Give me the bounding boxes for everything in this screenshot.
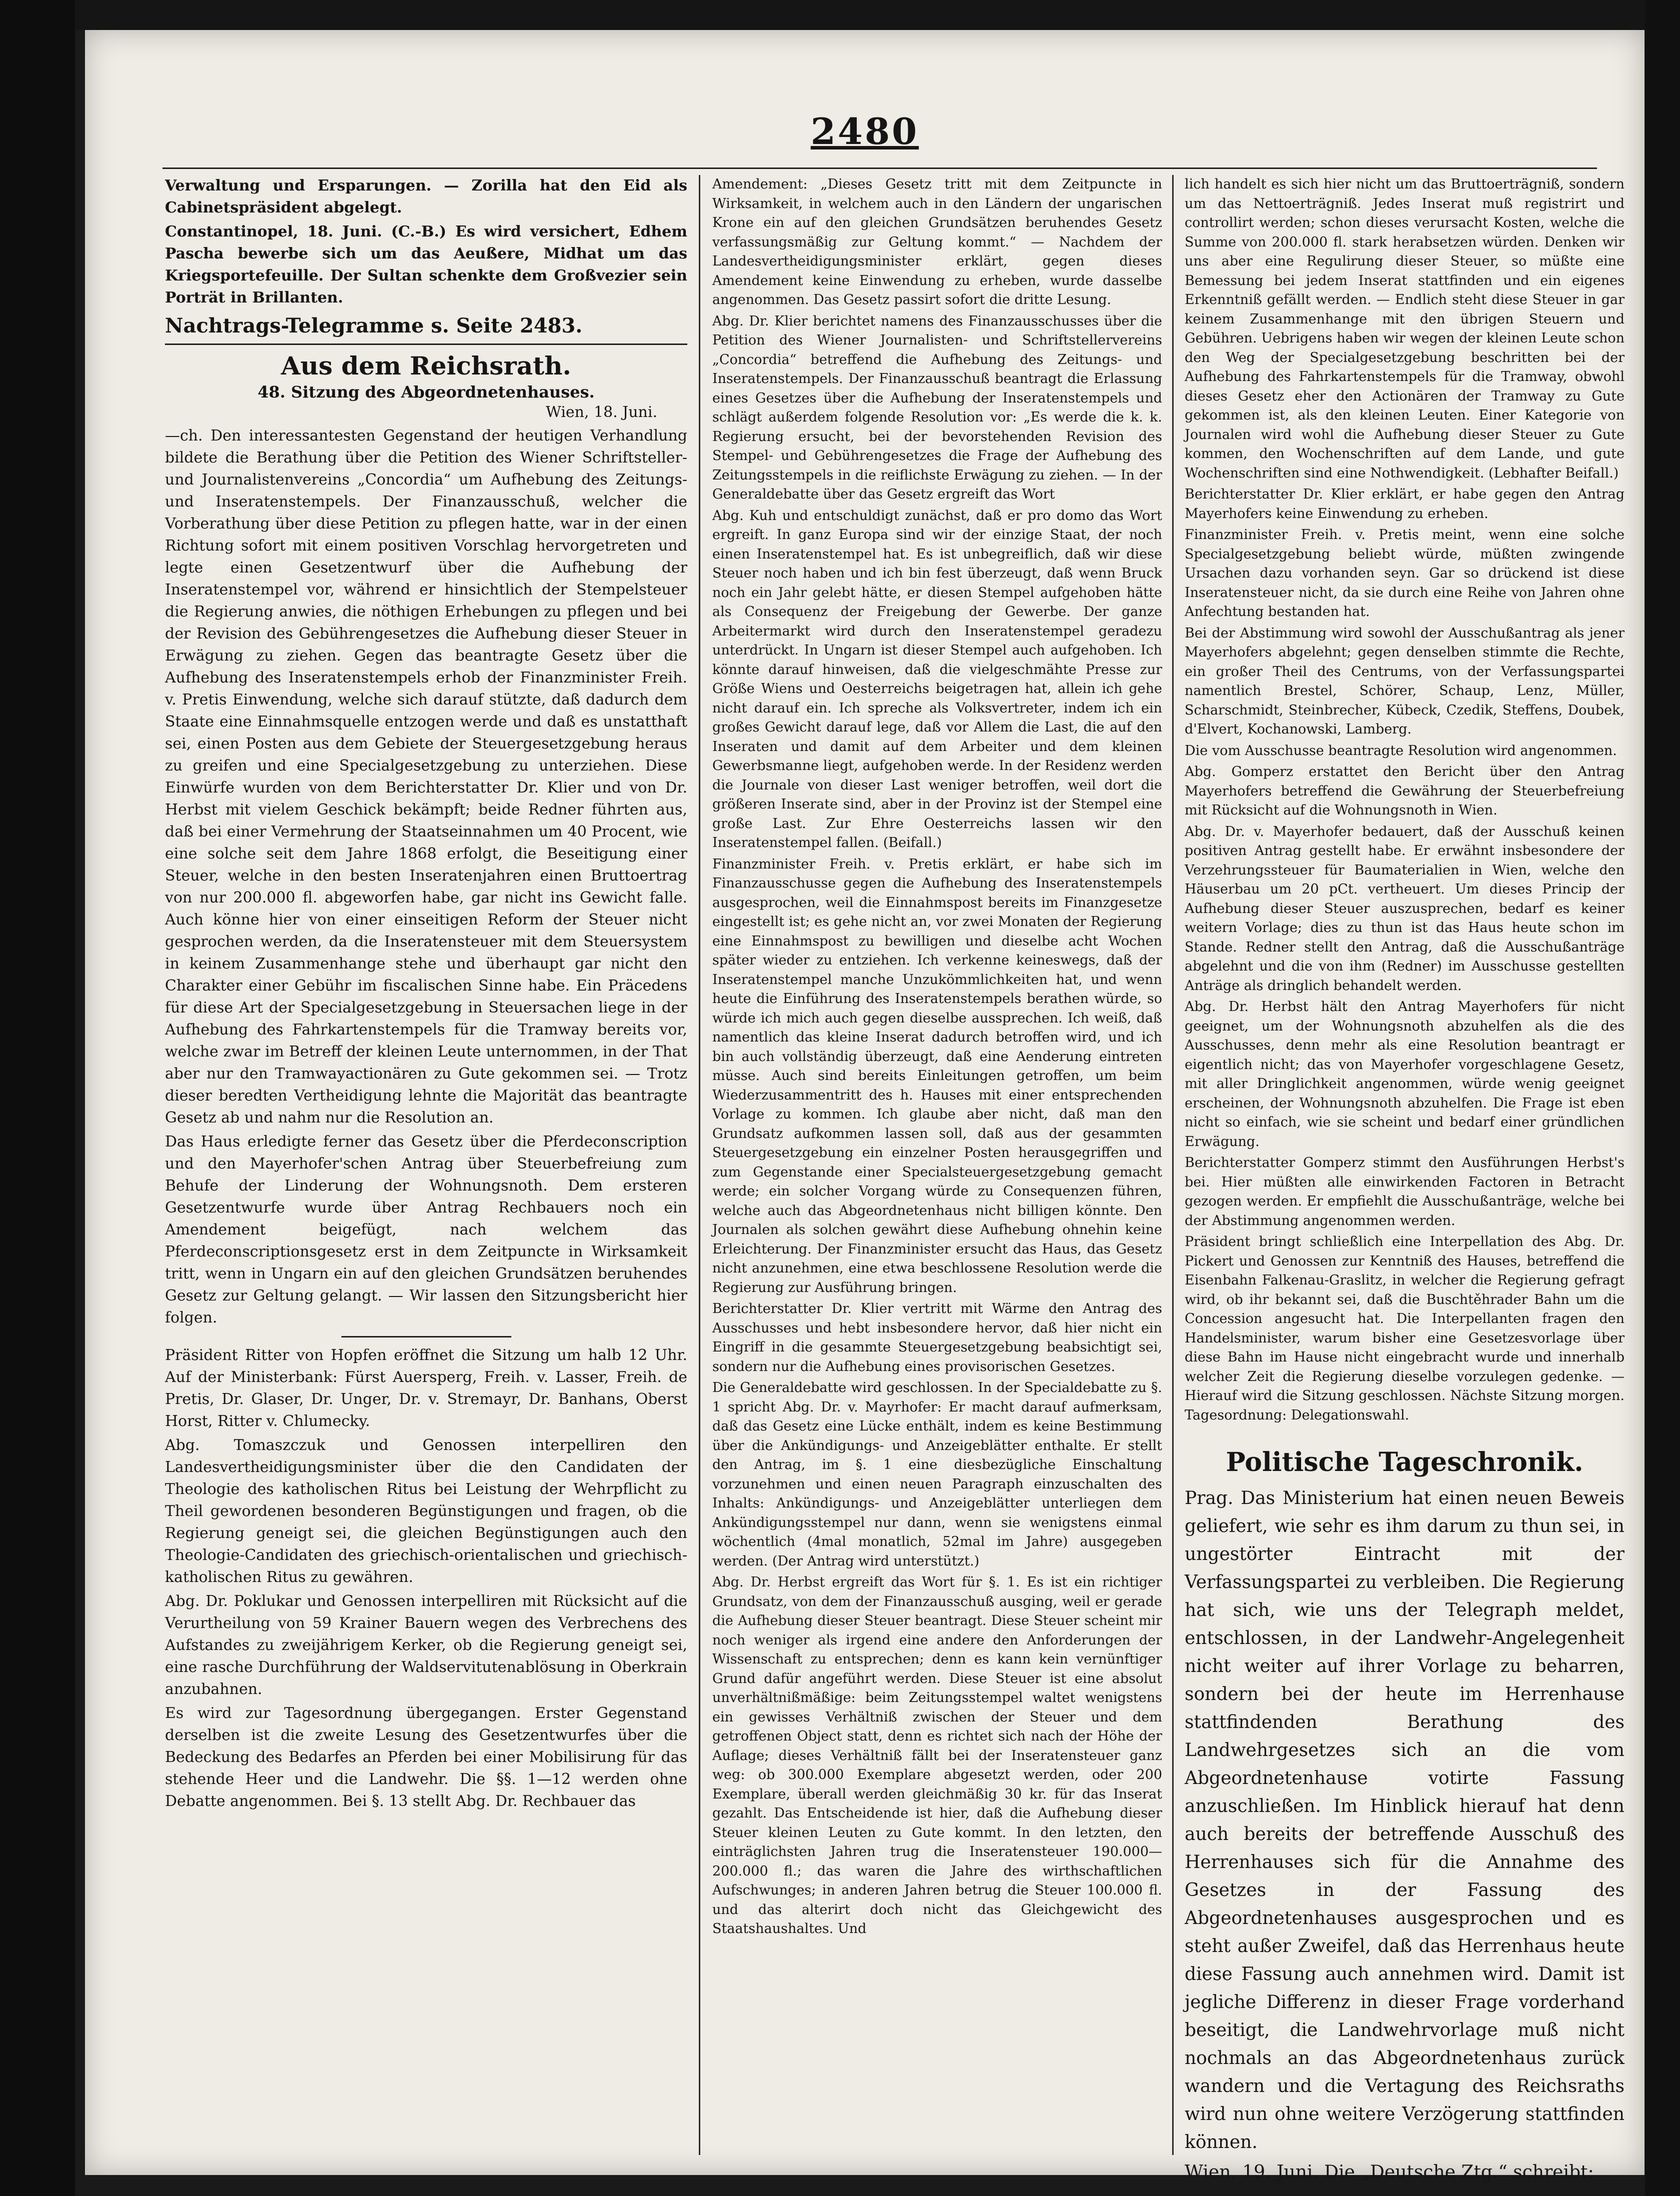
article-paragraph: Abg. Dr. Herbst hält den Antrag Mayerhofers für nicht geeignet, um der Wohnungsnoth abzuhelfen als die des Ausschusses, denn mehr als eine Resolution beantragt er eigentlich nicht; das von Mayerhofer vorgeschlagene Gesetz, mit aller Dringlichkeit angenommen, würde wenig geeignet erscheinen, der Wohnungsnoth abzuhelfen. Die Frage ist eben nicht so einfach, wie sie scheint und bedarf einer gründlichen Erwägung. — [1185, 999, 1625, 1150]
article-paragraph: Bei der Abstimmung wird sowohl der Ausschußantrag als jener Mayerhofers abgelehnt; gegen denselben stimmte die Rechte, ein großer Theil des Centrums, von der Verfassungspartei namentlich Brestel, Schörer, Schaup, Lenz, Müller, Scharschmidt, Steinbrecher, Kübeck, Czedik, Steffens, Doubek, d'Elvert, Kochanowski, Lamberg. — [1185, 625, 1625, 737]
column-divider-2 — [1172, 175, 1174, 2155]
sitting-title: 48. Sitzung des Abgeordnetenhauses. — [257, 382, 595, 402]
chronicle-paragraph: Wien, 19. Juni. Die „Deutsche Ztg.“ schreibt: — [1185, 2162, 1594, 2182]
article-paragraph: Abg. Gomperz erstattet den Bericht über den Antrag Mayerhofers betreffend die Gewährung der Steuerbefreiung mit Rücksicht auf die Wohnungsnoth in Wien. — [1185, 764, 1625, 818]
article-paragraph: Berichterstatter Dr. Klier erklärt, er habe gegen den Antrag Mayerhofers keine Einwendung zu erheben. — [1185, 486, 1625, 522]
lead-paragraph: Verwaltung und Ersparungen. — Zorilla hat den Eid als Cabinetspräsident abgelegt. — [165, 177, 687, 216]
dateline: Wien, 18. Juni. — [545, 404, 657, 421]
article-paragraph: Abg. Dr. v. Mayerhofer bedauert, daß der Ausschuß keinen positiven Antrag gestellt habe. Er erwähnt insbesondere der Verzehrungssteuer für Baumaterialien in Wien, welche den Häuserbau um 20 pCt. vertheuert. Um dieses Princip der Aufhebung dieser Steuer auszusprechen, bedarf es keiner weitern Vorlage; dies zu thun ist das Haus heute schon im Stande. Redner stellt den Antrag, daß die Ausschußanträge abgelehnt und die von ihm (Redner) im Ausschusse gestellten Anträge als dringlich behandelt werden. — [1185, 824, 1625, 994]
column-3 — [1185, 175, 1625, 2182]
section-title: Aus dem Reichsrath. — [281, 351, 571, 380]
article-paragraph: Das Haus erledigte ferner das Gesetz über die Pferdeconscription und den Mayerhofer'schen Antrag über Steuerbefreiung zum Behufe der Linderung der Wohnungsnoth. Dem ersteren Gesetzentwurfe wurde über Antrag Rechbauers noch ein Amendement beigefügt, nach welchem das Pferdeconscriptionsgesetz erst in dem Zeitpuncte in Wirksamkeit tritt, wenn in Ungarn ein auf den gleichen Grundsätzen beruhendes Gesetz zur Geltung gelangt. — Wir lassen den Sitzungsbericht hier folgen. — [165, 1133, 687, 1326]
article-paragraph: Abg. Dr. Herbst ergreift das Wort für §. 1. Es ist ein richtiger Grundsatz, von dem der Finanzausschuß ausging, weil er gerade die Aufhebung dieser Steuer beantragt. Diese Steuer scheint mir noch weniger als irgend eine andere den Anforderungen der Wissenschaft zu entsprechen; denn es kann kein vernünftiger Grund dafür angeführt werden. Diese Steuer ist eine absolut unverhältnißmäßige: beim Zeitungsstempel waltet wenigstens ein gewisses Verhältniß zwischen der Steuer und dem getroffenen Object statt, denn es richtet sich nach der Höhe der Auflage; dieses Verhältniß fällt bei der Inseratensteuer ganz weg: ob 300.000 Exemplare abgesetzt werden, oder 200 Exemplare, überall werden gleichmäßig 30 kr. für das Inserat gezahlt. Das Entscheidende ist hier, daß die Aufhebung dieser Steuer kleinen Leuten zu Gute kommt. In den letzten, den einträglichsten Jahren trug die Inseratensteuer 190.000—200.000 fl.; das waren die Jahre des wirthschaftlichen Aufschwunges; in anderen Jahren betrug die Steuer 100.000 fl. und das alterirt doch nicht das Gleichgewicht des Staatshaushaltes. Und — [712, 1574, 1162, 1936]
section-rule — [165, 344, 687, 345]
article-paragraph: Abg. Dr. Klier berichtet namens des Finanzausschusses über die Petition des Wiener Journalisten- und Schriftstellervereins „Concordia“ betreffend die Aufhebung des Zeitungs- und Inseratenstempels. Der Finanzausschuß beantragt die Erlassung eines Gesetzes über die Aufhebung der Inseratenstempels und schlägt außerdem folgende Resolution vor: „Es werde die k. k. Regierung ersucht, bei der bevorstehenden Revision des Stempel- und Gebührengesetzes die Frage der Aufhebung des Zeitungsstempels in die reiflichste Erwägung zu ziehen. — In der Generaldebatte über das Gesetz ergreift das Wort — [712, 313, 1162, 502]
scan-border-left — [0, 0, 75, 2196]
column-2 — [712, 175, 1162, 2165]
short-rule — [341, 1336, 511, 1338]
article-paragraph: Finanzminister Freih. v. Pretis meint, wenn eine solche Specialgesetzgebung beliebt würde, müßten zwingende Ursachen dazu vorhanden seyn. Gar so drückend ist diese Inseratensteuer nicht, da sie durch eine Reihe von Jahren ohne Anfechtung bestanden hat. — [1185, 527, 1625, 620]
article-paragraph: Präsident Ritter von Hopfen eröffnet die Sitzung um halb 12 Uhr. Auf der Ministerbank: Fürst Auersperg, Freih. v. Lasser, Freih. de Pretis, Dr. Glaser, Dr. Unger, Dr. v. Stremayr, Dr. Banhans, Oberst Horst, Ritter v. Chlumecky. — [165, 1346, 687, 1430]
column-1 — [165, 175, 687, 2165]
chronicle-title: Politische Tageschronik. — [1226, 1447, 1584, 1478]
article-paragraph: Präsident bringt schließlich eine Interpellation des Abg. Dr. Pickert und Genossen zur Kenntniß des Hauses, betreffend die Eisenbahn Falkenau-Graslitz, in welcher die Regierung gefragt wird, ob ihr bekannt sei, daß die Buschtěhrader Bahn um die Concession angesucht hat. Die Interpellanten fragen den Handelsminister, warum bisher eine Gesetzesvorlage über diese Bahn im Hause nicht eingebracht wurde und innerhalb welcher Zeit die Regierung dieselbe vorzulegen gedenke. — Hierauf wird die Sitzung geschlossen. Nächste Sitzung morgen. Tagesordnung: Delegationswahl. — [1185, 1234, 1625, 1423]
article-paragraph: lich handelt es sich hier nicht um das Bruttoerträgniß, sondern um das Nettoerträgniß. Jedes Inserat muß registrirt und controllirt werden; schon dieses verursacht Kosten, welche die Summe von 200.000 fl. stark herabsetzen würden. Denken wir uns aber eine Regulirung dieser Steuer, so müßte eine Bemessung bei jedem Inserat stattfinden und ein eigenes Erkenntniß gefällt werden. — Endlich steht diese Steuer in gar keinem Zusammenhange mit den übrigen Steuern und Gebühren. Uebrigens haben wir wegen der kleinen Leute schon den Weg der Specialgesetzgebung beschritten bei der Aufhebung des Fahrkartenstempels für die Tramway, obwohl dieses Gesetz eher den Actionären der Tramway zu Gute gekommen ist, als den kleinen Leuten. Einer Kategorie von Journalen wird wohl die Aufhebung dieser Steuer zu Gute kommen, den Wochenschriften auf dem Lande, und gute Wochenschriften sind eine Nothwendigkeit. (Lebhafter Beifall.) — [1185, 176, 1625, 481]
lead-paragraph: Constantinopel, 18. Juni. (C.-B.) Es wird versichert, Edhem Pascha bewerbe sich um das Aeußere, Midhat um das Kriegsportefeuille. Der Sultan schenkte dem Großvezier sein Porträt in Brillanten. — [165, 223, 687, 306]
article-paragraph: Finanzminister Freih. v. Pretis erklärt, er habe sich im Finanzausschusse gegen die Aufhebung des Inseratenstempels ausgesprochen, weil die Einnahmspost bereits im Finanzgesetze eingestellt ist; es gehe nicht an, vor zwei Monaten der Regierung eine Einnahmspost zu bewilligen und dieselbe acht Wochen später wieder zu entziehen. Ich verkenne keineswegs, daß der Inseratenstempel manche Unzukömmlichkeiten hat, und wenn heute die Einführung des Inseratenstempels berathen würde, so würde ich mich auch gegen dieselbe aussprechen. Ich weiß, daß namentlich das kleine Inserat dadurch betroffen wird, und ich bin auch vollständig überzeugt, daß eine Aenderung eintreten müsse. Auch sind bereits Einleitungen getroffen, um beim Wiederzusammentritt des h. Hauses mit einer entsprechenden Vorlage zu kommen. Ich glaube aber nicht, daß man den Grundsatz aufkommen lassen soll, daß aus der gesammten Steuergesetzgebung ein einzelner Posten herausgegriffen und zum Gegenstande einer Specialsteuergesetzgebung gemacht werde; ein solcher Vorgang würde zu Consequenzen führen, welche auch das Abgeordnetenhaus nicht billigen könnte. Den Journalen als solchen gewährt diese Aufhebung ohnehin keine Erleichterung. Der Finanzminister ersucht das Haus, das Gesetz nicht anzunehmen, eine etwa beschlossene Resolution werde die Regierung zur Ausführung bringen. — [712, 856, 1162, 1296]
chronicle-paragraph: Prag. Das Ministerium hat einen neuen Beweis geliefert, wie sehr es ihm darum zu thun sei, in ungestörter Eintracht mit der Verfassungspartei zu verbleiben. Die Regierung hat sich, wie uns der Telegraph meldet, entschlossen, in der Landwehr-Angelegenheit nicht weiter auf ihrer Vorlage zu beharren, sondern bei der heute im Herrenhause stattfindenden Berathung des Landwehrgesetzes sich an die vom Abgeordnetenhause votirte Fassung anzuschließen. Im Hinblick hierauf hat denn auch bereits der betreffende Ausschuß des Herrenhauses sich für die Annahme des Gesetzes in der Fassung des Abgeordnetenhauses ausgesprochen und es steht außer Zweifel, daß das Herrenhaus heute diese Fassung auch annehmen wird. Damit ist jegliche Differenz in dieser Frage vorderhand beseitigt, die Landwehrvorlage muß nicht nochmals an das Abgeordnetenhaus zurück wandern und die Vertagung des Reichsraths wird nun ohne weitere Verzögerung stattfinden können. — [1185, 1488, 1625, 2152]
article-paragraph: Die vom Ausschusse beantragte Resolution wird angenommen. — [1185, 742, 1617, 758]
article-paragraph: Abg. Dr. Poklukar und Genossen interpelliren mit Rücksicht auf die Verurtheilung von 59 Krainer Bauern wegen des Verbrechens des Aufstandes zu zweijährigem Kerker, ob die Regierung geneigt sei, eine rasche Durchführung der Waldservitutenablösung in Oberkrain anzubahnen. — [165, 1592, 687, 1698]
article-paragraph: Abg. Tomaszczuk und Genossen interpelliren den Landesvertheidigungsminister über die den Candidaten der Theologie des katholischen Ritus bei Leistung der Wehrpflicht zu Theil gewordenen besonderen Begünstigungen und fragen, ob die Regierung geneigt sei, die gleichen Begünstigungen auch den Theologie-Candidaten des griechisch-orientalischen und griechisch-katholischen Ritus zu gewähren. — [165, 1436, 687, 1586]
newspaper-page — [85, 30, 1645, 2182]
nachtrag-reference: Nachtrags-Telegramme s. Seite 2483. — [165, 314, 583, 338]
article-paragraph: Amendement: „Dieses Gesetz tritt mit dem Zeitpuncte in Wirksamkeit, in welchem auch in den Ländern der ungarischen Krone ein auf den gleichen Grundsätzen beruhendes Gesetz verfassungsmäßig zur Geltung kommt.“ — Nachdem der Landesvertheidigungsminister erklärt, gegen dieses Amendement keine Einwendung zu erheben, wurde dasselbe angenommen. Das Gesetz passirt sofort die dritte Lesung. — [712, 176, 1162, 308]
article-paragraph: Berichterstatter Gomperz stimmt den Ausführungen Herbst's bei. Hier müßten alle einwirkenden Factoren in Betracht gezogen werden. Er empfiehlt die Ausschußanträge, welche bei der Abstimmung angenommen werden. — [1185, 1155, 1625, 1228]
article-paragraph: Es wird zur Tagesordnung übergegangen. Erster Gegenstand derselben ist die zweite Lesung des Gesetzentwurfes über die Bedeckung des Bedarfes an Pferden bei einer Mobilisirung für das stehende Heer und die Landwehr. Die §§. 1—12 werden ohne Debatte angenommen. Bei §. 13 stellt Abg. Dr. Rechbauer das — [165, 1704, 687, 1810]
article-paragraph: Die Generaldebatte wird geschlossen. In der Specialdebatte zu §. 1 spricht Abg. Dr. v. Mayrhofer: Er macht darauf aufmerksam, daß das Gesetz eine Lücke enthält, indem es keine Bestimmung über die Ankündigungs- und Anzeigeblätter enthalte. Er stellt den Antrag, im §. 1 eine diesbezügliche Einschaltung vorzunehmen und einen neuen Paragraph einzuschalten des Inhalts: Ankündigungs- und Anzeigeblätter unterliegen dem Ankündigungsstempel nur dann, wenn sie wenigstens einmal wöchentlich (4mal monatlich, 52mal im Jahre) ausgegeben werden. (Der Antrag wird unterstützt.) — [712, 1380, 1162, 1569]
column-divider-1 — [699, 175, 700, 2155]
article-paragraph: Berichterstatter Dr. Klier vertritt mit Wärme den Antrag des Ausschusses und hebt insbesondere hervor, daß hier nicht ein Eingriff in die gesammte Steuergesetzgebung beabsichtigt sei, sondern nur die Aufhebung eines provisorischen Gesetzes. — [712, 1301, 1162, 1374]
article-paragraph: Abg. Kuh und entschuldigt zunächst, daß er pro domo das Wort ergreift. In ganz Europa sind wir der einzige Staat, der noch einen Inseratenstempel hat. Es ist unbegreiflich, daß wir diese Steuer noch haben und ich bin fest überzeugt, daß wenn Bruck noch ein Jahr gelebt hätte, er diesen Stempel aufgehoben hätte als Consequenz der Freigebung der Gewerbe. Der ganze Arbeitermarkt wird durch den Inseratenstempel geradezu unterdrückt. In Ungarn ist dieser Stempel auch aufgehoben. Ich könnte darauf hinweisen, daß die vielgeschmähte Presse zur Größe Wiens und Oesterreichs beigetragen hat, allein ich gehe nicht darauf ein. Ich spreche als Volksvertreter, indem ich ein großes Gewicht darauf lege, daß vor Allem die Last, die auf den Inseraten und damit auf dem Arbeiter und dem kleinen Gewerbsmanne liegt, aufgehoben werde. In der Residenz werden die Journale von dieser Last weniger betroffen, weil dort die größeren Inserate sind, aber in der Provinz ist der Stempel eine große Last. Zur Ehre Oesterreichs lassen wir den Inseratenstempel fallen. (Beifall.) — [712, 508, 1162, 850]
article-paragraph: —ch. Den interessantesten Gegenstand der heutigen Verhandlung bildete die Berathung über die Petition des Wiener Schriftsteller- und Journalistenvereins „Concordia“ um Aufhebung des Zeitungs- und Inseratenstempels. Der Finanzausschuß, welcher die Vorberathung über diese Petition zu pflegen hatte, war in der einen Richtung sofort mit einem positiven Vorschlag hervorgetreten und legte einen Gesetzentwurf über die Aufhebung der Inseratenstempel vor, während er hinsichtlich der Stempelsteuer die Regierung anwies, die nöthigen Erhebungen zu pflegen und bei der Revision des Gebührengesetzes die Aufhebung dieser Steuer in Erwägung zu ziehen. Gegen das beantragte Gesetz über die Aufhebung des Inseratenstempels erhob der Finanzminister Freih. v. Pretis Einwendung, welche sich darauf stützte, daß dadurch dem Staate eine Einnahmsquelle entzogen werde und daß es unstatthaft sei, einen Posten aus dem Gebiete der Steuergesetzgebung heraus zu greifen und eine Specialgesetzgebung zu unterziehen. Diese Einwürfe wurden von dem Berichterstatter Dr. Klier und von Dr. Herbst mit vielem Geschick bekämpft; beide Redner führten aus, daß bei einer Vermehrung der Staatseinnahmen um 40 Procent, wie eine solche seit dem Jahre 1868 erfolgt, die Beseitigung einer Steuer, welche in den besten Inseratenjahren einen Bruttoertrag von nur 200.000 fl. abgeworfen habe, gar nicht ins Gewicht falle. Auch könne hier von einer einseitigen Reform der Steuer nicht gesprochen werden, da die Inseratensteuer mit dem Steuersystem in keinem Zusammenhange stehe und überhaupt gar nicht den Charakter einer Gebühr im fiscalischen Sinne habe. Ein Präcedens für diese Art der Specialgesetzgebung in Steuersachen liege in der Aufhebung des Fahrkartenstempels für die Tramway bereits vor, welche zwar im Betreff der kleinen Leute unternommen, in der That aber nur den Tramwayactionären zu Gute gekommen sei. — Trotz dieser beredten Vertheidigung lehnte die Majorität das beantragte Gesetz ab und nahm nur die Resolution an. — [165, 427, 687, 1126]
scan-border-top — [0, 0, 1680, 30]
header-rule — [162, 168, 1597, 169]
page-number: 2480 — [810, 110, 919, 152]
scan-border-right — [1645, 0, 1680, 2196]
